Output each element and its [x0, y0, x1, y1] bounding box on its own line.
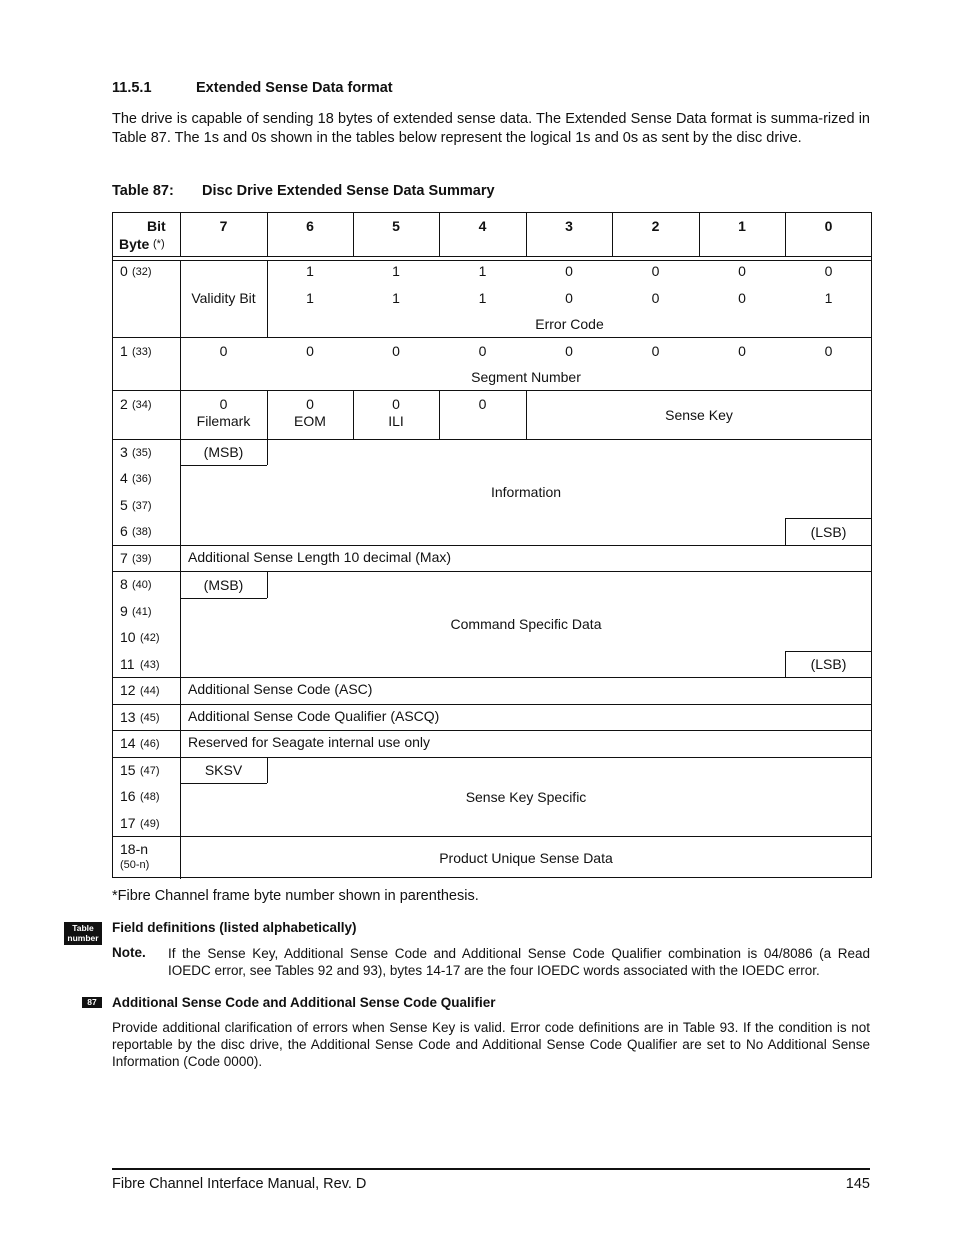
- section-number: 11.5.1: [112, 80, 152, 96]
- table-caption-number: Table 87:: [112, 183, 174, 199]
- byte-frame-number: (40): [132, 579, 152, 591]
- table-caption-title: Disc Drive Extended Sense Data Summary: [202, 183, 495, 199]
- table-rule: [439, 390, 440, 439]
- ascq-label: Additional Sense Code Qualifier (ASCQ): [188, 708, 440, 724]
- sense-key-label: Sense Key: [665, 407, 733, 423]
- reserved-label: Reserved for Seagate internal use only: [188, 734, 431, 750]
- byte-frame-number: (42): [140, 632, 160, 644]
- row-rule: [113, 730, 872, 731]
- byte-frame-number: (37): [132, 500, 152, 512]
- byte0-bit: 0: [565, 290, 573, 306]
- table-caption: [112, 183, 495, 199]
- table-87-tag: 87: [82, 997, 102, 1008]
- byte-number: 14: [120, 735, 136, 751]
- lsb-box-rule: [785, 651, 872, 652]
- lsb-box-rule: [785, 518, 872, 519]
- byte-number: 17: [120, 815, 136, 831]
- byte-number: 4: [120, 470, 128, 486]
- byte2-bit7: 0: [219, 396, 228, 412]
- byte-number: 1: [120, 343, 128, 359]
- byte-frame-number: (47): [140, 765, 160, 777]
- header-bit-1: 1: [738, 218, 746, 234]
- header-bit-7: 7: [219, 218, 228, 234]
- row-rule: [113, 677, 872, 678]
- table-rule: [526, 390, 527, 439]
- byte1-bit: 0: [219, 343, 228, 359]
- table-number-tag: [64, 922, 102, 945]
- row-rule: [113, 704, 872, 705]
- byte-frame-number: (44): [140, 685, 160, 697]
- byte1-bit: 0: [306, 343, 314, 359]
- section-heading: [112, 80, 393, 96]
- asc-ascq-text: Provide additional clarification of errors when Sense Key is valid. Error code definitions are in Table 93. If the condition is not reportable by the disc drive, the Additional Sense Code and Additional Sense Code Qualifier are set to No Additional Sense Information (Code 0000).: [112, 1020, 870, 1069]
- row-rule: [113, 757, 872, 758]
- command-specific-label: Command Specific Data: [450, 616, 602, 632]
- byte-number: 5: [120, 497, 128, 513]
- byte-frame-number: (48): [140, 791, 160, 803]
- byte-number: 3: [120, 444, 128, 460]
- byte-frame-number: (39): [132, 553, 152, 565]
- row-rule: [113, 390, 872, 391]
- sksv-box-rule: [267, 757, 268, 783]
- sksv-box-rule: [180, 783, 267, 784]
- byte1-bit: 0: [738, 343, 746, 359]
- product-unique-sense-data-label: Product Unique Sense Data: [439, 850, 613, 866]
- byte2-bit5: 0: [392, 396, 400, 412]
- table-rule: [353, 390, 354, 439]
- byte-frame-number: (36): [132, 473, 152, 485]
- byte0-bit: 0: [738, 263, 746, 279]
- byte1-bit: 0: [565, 343, 573, 359]
- header-bit-4: 4: [478, 218, 487, 234]
- byte0-bit: 1: [478, 290, 487, 306]
- byte-number: 15: [120, 762, 136, 778]
- byte-number: 2: [120, 396, 128, 412]
- byte-number: 13: [120, 709, 136, 725]
- byte2-bit6: 0: [306, 396, 314, 412]
- row-rule: [113, 545, 872, 546]
- row-rule: [113, 337, 872, 338]
- header-bit-3: 3: [565, 218, 573, 234]
- footer-manual-title: Fibre Channel Interface Manual, Rev. D: [112, 1176, 367, 1192]
- command-specific-msb: (MSB): [203, 577, 244, 593]
- header-rule-double: [113, 260, 872, 261]
- byte-frame-number: (32): [132, 266, 152, 278]
- validity-bit-label: Validity Bit: [191, 290, 256, 306]
- tag-line-2: number: [67, 933, 99, 943]
- lsb-box-rule: [785, 518, 786, 545]
- header-byte-label: Byte: [119, 236, 150, 252]
- asc-label: Additional Sense Code (ASC): [188, 681, 373, 697]
- header-column-rule: [353, 213, 354, 256]
- byte-frame-number: (41): [132, 606, 152, 618]
- byte0-bit: 1: [392, 290, 400, 306]
- segment-number-label: Segment Number: [471, 369, 581, 385]
- ili-label: ILI: [388, 413, 404, 429]
- table-rule: [267, 390, 268, 439]
- byte-frame-number: (50-n): [120, 859, 150, 871]
- byte-frame-number: (33): [132, 346, 152, 358]
- additional-sense-length-label: Additional Sense Length 10 decimal (Max): [188, 549, 452, 565]
- byte-frame-number: (45): [140, 712, 160, 724]
- header-rule: [113, 256, 872, 257]
- byte-frame-number: (46): [140, 738, 160, 750]
- byte-number: 12: [120, 682, 136, 698]
- byte0-bit: 0: [824, 263, 833, 279]
- byte0-bit: 0: [651, 263, 660, 279]
- filemark-label: Filemark: [196, 413, 251, 429]
- byte-frame-number: (43): [140, 659, 160, 671]
- asc-ascq-title: Additional Sense Code and Additional Sense Code Qualifier: [112, 995, 496, 1010]
- byte0-bit: 1: [306, 290, 314, 306]
- footer-rule: [112, 1168, 870, 1170]
- byte0-bit: 0: [738, 290, 746, 306]
- byte-number: 8: [120, 576, 128, 592]
- header-bit-5: 5: [392, 218, 400, 234]
- byte1-bit: 0: [824, 343, 833, 359]
- tag-line-1: Table: [72, 923, 94, 933]
- row-rule: [113, 439, 872, 440]
- byte-number: 18-n: [120, 841, 149, 857]
- msb-box-rule: [180, 598, 267, 599]
- byte-frame-number: (35): [132, 447, 152, 459]
- row-rule: [113, 836, 872, 837]
- msb-box-rule: [267, 571, 268, 598]
- header-column-rule: [439, 213, 440, 256]
- byte1-bit: 0: [478, 343, 487, 359]
- byte0-bit: 1: [306, 263, 314, 279]
- lsb-box-rule: [785, 651, 786, 677]
- header-column-rule: [699, 213, 700, 256]
- byte2-bit4: 0: [478, 396, 487, 412]
- byte-number: 11: [120, 656, 135, 672]
- byte-number: 0: [120, 263, 128, 279]
- information-lsb: (LSB): [810, 524, 847, 540]
- byte-number: 6: [120, 523, 128, 539]
- byte1-bit: 0: [392, 343, 400, 359]
- information-msb: (MSB): [203, 444, 244, 460]
- header-bit-0: 0: [824, 218, 833, 234]
- intro-paragraph: The drive is capable of sending 18 bytes of extended sense data. The Extended Sense Data format is summa-rized in Table 87. The 1s and 0s shown in the tables below represent the logical 1s and 0s as sent by the disc drive.: [112, 111, 870, 146]
- header-bit-2: 2: [651, 218, 660, 234]
- byte0-bit: 1: [824, 290, 833, 306]
- sksv-label: SKSV: [204, 762, 243, 778]
- header-column-rule: [785, 213, 786, 256]
- command-specific-lsb: (LSB): [810, 656, 847, 672]
- byte-column-rule: [180, 260, 181, 879]
- byte-frame-number: (38): [132, 526, 152, 538]
- note-text: If the Sense Key, Additional Sense Code and Additional Sense Code Qualifier combination is 04/8086 (a Read IOEDC error, see Tables 92 and 93), bytes 14-17 are the four IOEDC words associated with the IOEDC error.: [168, 946, 870, 978]
- sense-data-table: [112, 212, 872, 878]
- header-column-rule: [526, 213, 527, 256]
- note-label: Note.: [112, 945, 146, 960]
- byte-frame-number: (34): [132, 399, 152, 411]
- msb-box-rule: [180, 465, 267, 466]
- header-column-rule: [180, 213, 181, 256]
- sense-key-specific-label: Sense Key Specific: [465, 789, 587, 805]
- msb-box-rule: [267, 439, 268, 465]
- information-label: Information: [490, 484, 562, 500]
- row-rule: [113, 571, 872, 572]
- field-definitions-title: Field definitions (listed alphabetically): [112, 920, 357, 935]
- table-footnote: *Fibre Channel frame byte number shown in parenthesis.: [112, 888, 479, 904]
- header-byte-note: (*): [153, 238, 165, 250]
- byte-number: 16: [120, 788, 136, 804]
- byte0-bit: 0: [565, 263, 573, 279]
- byte-number: 9: [120, 603, 128, 619]
- byte-number: 7: [120, 550, 128, 566]
- table-rule: [267, 260, 268, 337]
- byte0-bit: 0: [651, 290, 660, 306]
- byte0-bit: 1: [478, 263, 487, 279]
- header-bit-6: 6: [306, 218, 314, 234]
- header-bit-label: Bit: [147, 218, 166, 234]
- byte-frame-number: (49): [140, 818, 160, 830]
- eom-label: EOM: [294, 413, 326, 429]
- section-title: Extended Sense Data format: [196, 80, 393, 96]
- header-column-rule: [267, 213, 268, 256]
- byte0-bit: 1: [392, 263, 400, 279]
- page-number: 145: [845, 1176, 870, 1192]
- header-column-rule: [612, 213, 613, 256]
- byte-number: 10: [120, 629, 136, 645]
- byte1-bit: 0: [651, 343, 660, 359]
- error-code-label: Error Code: [535, 316, 604, 332]
